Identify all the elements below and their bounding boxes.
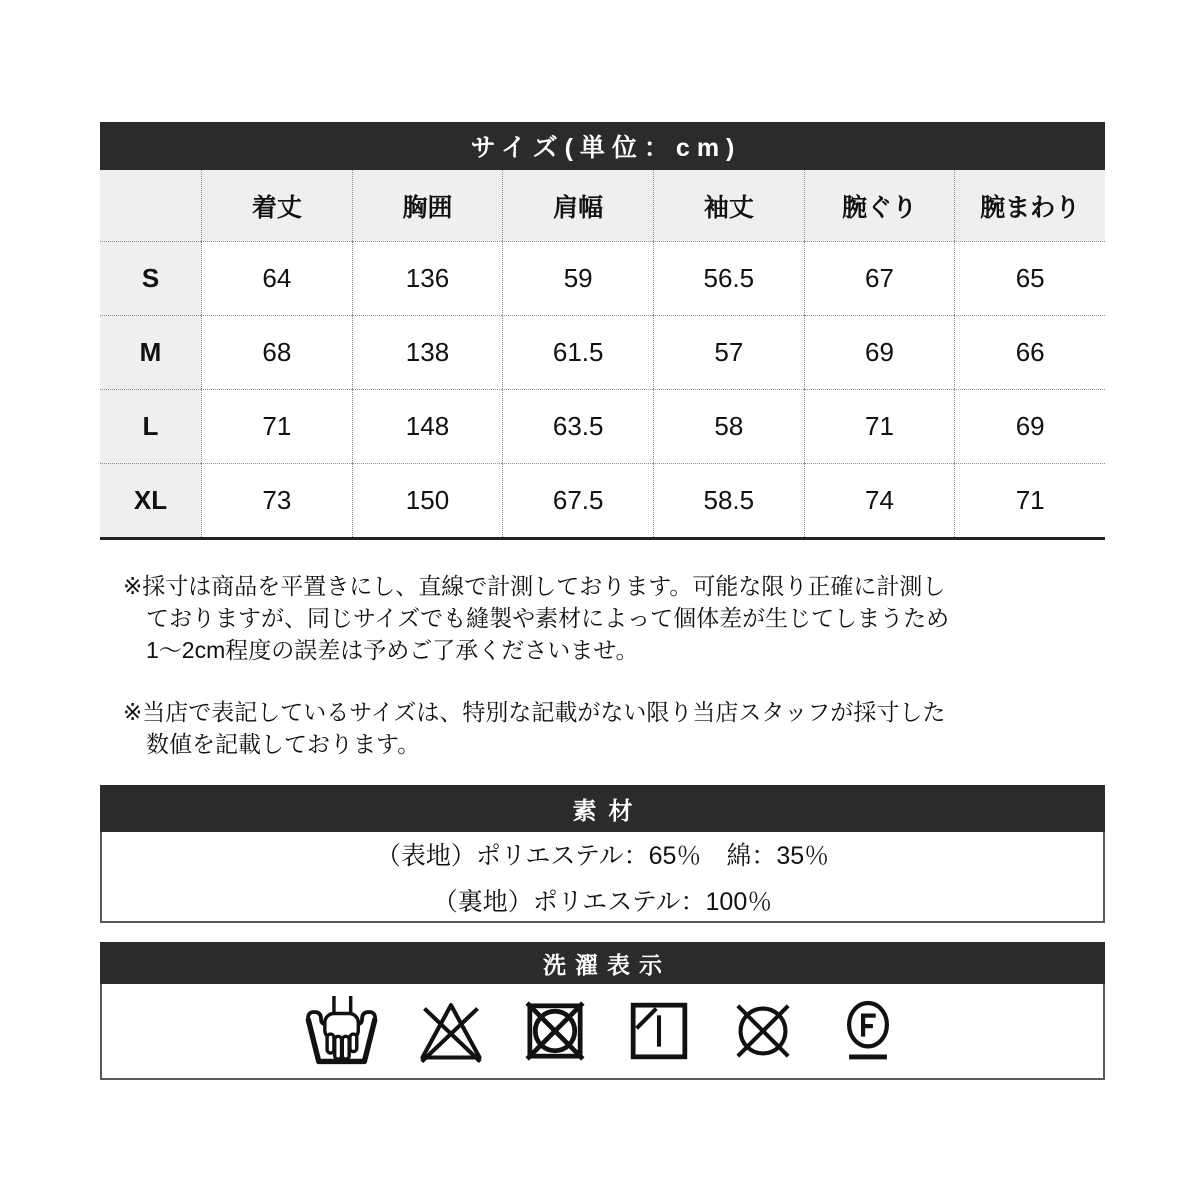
column-header-shoulder: 肩幅 bbox=[502, 170, 653, 241]
measurement-cell: 71 bbox=[804, 389, 955, 463]
measurement-cell: 148 bbox=[352, 389, 503, 463]
do-not-bleach-icon bbox=[417, 997, 485, 1065]
measurement-cell: 61.5 bbox=[502, 315, 653, 389]
measurement-cell: 56.5 bbox=[653, 241, 804, 315]
column-header-sleeve: 袖丈 bbox=[653, 170, 804, 241]
note-line: ※当店で表記しているサイズは、特別な記載がない限り当店スタッフが採寸した bbox=[123, 699, 946, 725]
note-measurement-accuracy bbox=[123, 570, 950, 666]
measurement-cell: 67.5 bbox=[502, 463, 653, 537]
care-title-bar bbox=[100, 942, 1105, 984]
measurement-cell: 71 bbox=[954, 463, 1105, 537]
material-section bbox=[100, 785, 1105, 923]
do-not-tumble-dry-icon bbox=[521, 997, 589, 1065]
material-body bbox=[100, 832, 1105, 923]
size-row-label: M bbox=[100, 315, 201, 389]
material-outer-fabric: （表地）ポリエステル：65％ 綿：35％ bbox=[375, 841, 830, 870]
size-table-title-bar bbox=[100, 122, 1105, 170]
table-corner-cell bbox=[100, 170, 201, 241]
measurement-cell: 69 bbox=[804, 315, 955, 389]
note-line: 数値を記載しております。 bbox=[146, 731, 421, 757]
do-not-dry-clean-icon bbox=[729, 997, 797, 1065]
size-row-label: S bbox=[100, 241, 201, 315]
size-row-label: L bbox=[100, 389, 201, 463]
hand-wash-icon bbox=[302, 996, 381, 1066]
shade-line-dry-icon bbox=[625, 997, 693, 1065]
measurement-cell: 69 bbox=[954, 389, 1105, 463]
measurement-cell: 74 bbox=[804, 463, 955, 537]
measurement-cell: 59 bbox=[502, 241, 653, 315]
material-title-bar bbox=[100, 785, 1105, 832]
size-table-title: サイズ(単位：cm) bbox=[470, 134, 742, 162]
note-staff-measured bbox=[123, 696, 946, 760]
measurement-cell: 68 bbox=[201, 315, 352, 389]
measurement-cell: 73 bbox=[201, 463, 352, 537]
measurement-cell: 67 bbox=[804, 241, 955, 315]
care-label-section bbox=[100, 942, 1105, 1080]
measurement-cell: 150 bbox=[352, 463, 503, 537]
measurement-notes bbox=[123, 570, 950, 760]
measurement-cell: 58 bbox=[653, 389, 804, 463]
note-line: ※採寸は商品を平置きにし、直線で計測しております。可能な限り正確に計測し bbox=[123, 573, 946, 599]
size-table-section bbox=[100, 122, 1105, 540]
size-table bbox=[100, 170, 1105, 540]
column-header-length: 着丈 bbox=[201, 170, 352, 241]
note-line: ておりますが、同じサイズでも縫製や素材によって個体差が生じてしまうため bbox=[146, 605, 950, 631]
measurement-cell: 58.5 bbox=[653, 463, 804, 537]
measurement-cell: 63.5 bbox=[502, 389, 653, 463]
material-lining: （裏地）ポリエステル：100％ bbox=[432, 887, 773, 916]
measurement-cell: 136 bbox=[352, 241, 503, 315]
measurement-cell: 64 bbox=[201, 241, 352, 315]
measurement-cell: 66 bbox=[954, 315, 1105, 389]
measurement-cell: 138 bbox=[352, 315, 503, 389]
note-line: 1〜2cm程度の誤差は予めご了承くださいませ。 bbox=[146, 637, 639, 663]
material-title: 素材 bbox=[572, 798, 645, 825]
column-header-chest: 胸囲 bbox=[352, 170, 503, 241]
care-title: 洗濯表示 bbox=[543, 951, 671, 978]
size-row-label: XL bbox=[100, 463, 201, 537]
measurement-cell: 65 bbox=[954, 241, 1105, 315]
petroleum-dry-clean-f-icon bbox=[833, 996, 903, 1066]
care-icons-row bbox=[100, 984, 1105, 1080]
measurement-cell: 57 bbox=[653, 315, 804, 389]
measurement-cell: 71 bbox=[201, 389, 352, 463]
column-header-armhole: 腕ぐり bbox=[804, 170, 955, 241]
column-header-arm-circumference: 腕まわり bbox=[954, 170, 1105, 241]
